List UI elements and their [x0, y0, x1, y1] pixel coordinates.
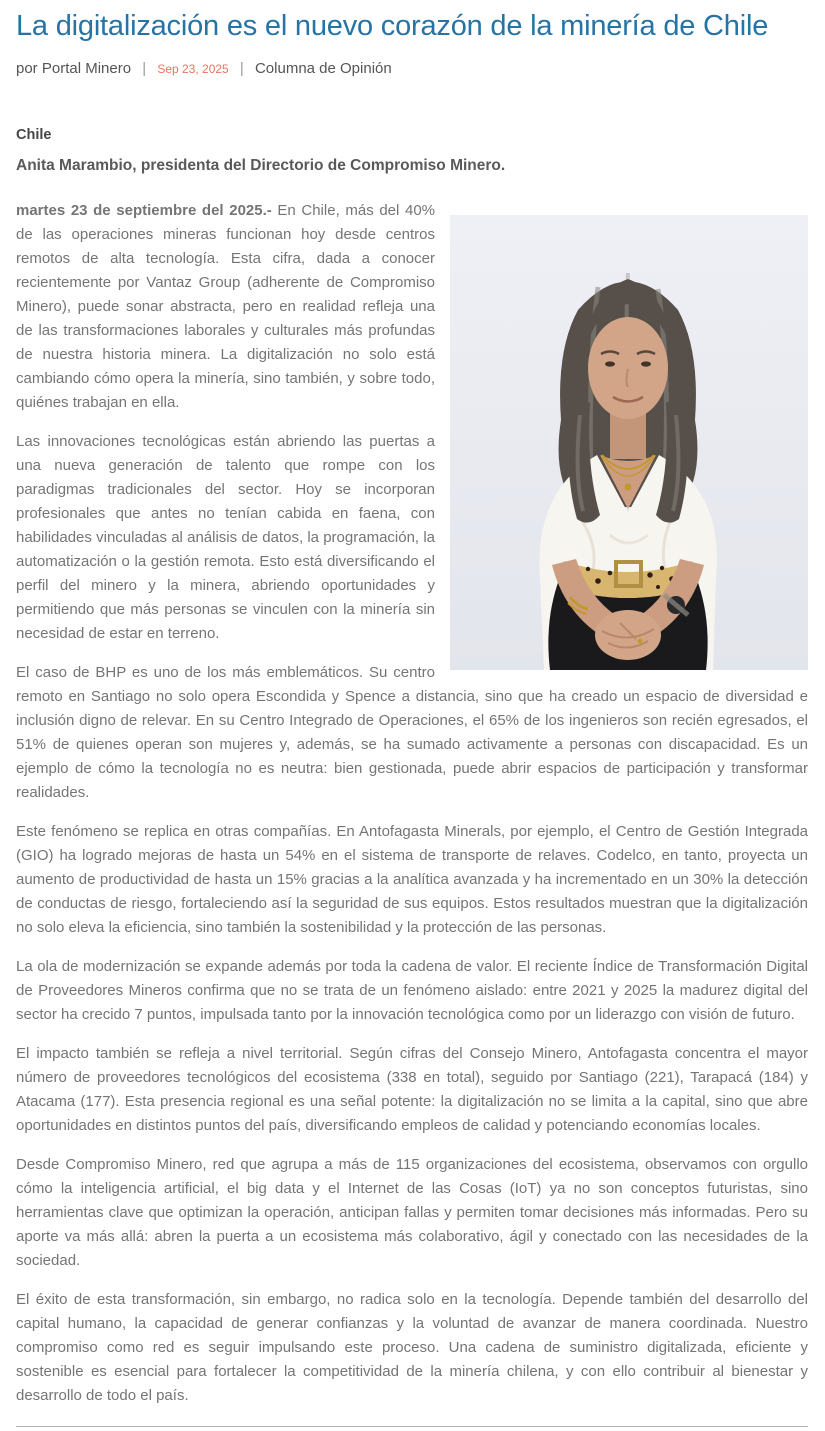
paragraph: Las innovaciones tecnológicas están abriendo las puertas a una nueva generación de talento que rompe con los paradigmas tradicionales del sector. Hoy se incorporan profesionales que antes no tenían cabida en faena, con habilidades vinculadas al análisis de datos, la programación, la automatización o la gestión remota. Esto está diversificando el perfil del minero y la minera, abriendo oportunidades y permitiendo que más personas se vinculen con la minería sin necesidad de estar en terreno. [16, 432, 435, 642]
category-link[interactable]: Columna de Opinión [254, 59, 392, 77]
author-title-line: Anita Marambio, presidenta del Directorio de Compromiso Minero. [16, 156, 506, 174]
page-title: La digitalización es el nuevo corazón de la minería de Chile [16, 10, 769, 42]
bottom-divider [16, 1426, 808, 1427]
paragraph-text: En Chile, más del 40% de las operaciones mineras funcionan hoy desde centros remotos de alta tecnología. Esta cifra, dada a conocer recientemente por Vantaz Group (adherente de Compromiso Minero), puede sonar abstracta, pero en realidad refleja una de las transformaciones laborales y culturales más profundas de nuestra historia minera. La digitalización no solo está cambiando cómo opera la minería, sino también, y sobre todo, quiénes trabajan en ella. [16, 201, 435, 411]
author-link[interactable]: Portal Minero [41, 59, 132, 77]
byline-separator: | [239, 59, 244, 77]
publish-date: Sep 23, 2025 [157, 61, 229, 76]
byline-separator: | [142, 59, 147, 77]
paragraph: La ola de modernización se expande además por toda la cadena de valor. El reciente Índice de Transformación Digital de Proveedores Mineros confirma que no se trata de un fenómeno aislado: entre 2021 y 2025 la madurez digital del sector ha crecido 7 puntos, impulsada tanto por la innovación tecnológica como por un liderazgo con visión de futuro. [16, 957, 808, 1023]
paragraph: Desde Compromiso Minero, red que agrupa a más de 115 organizaciones del ecosistema, observamos con orgullo cómo la inteligencia artificial, el big data y el Internet de las Cosas (IoT) ya no son conceptos futuristas, sino herramientas clave que optimizan la operación, anticipan fallas y permiten tomar decisiones más informadas. Pero su aporte va más allá: abren la puerta a un ecosistema más colaborativo, ágil y conectado con las necesidades de la sociedad. [16, 1155, 808, 1269]
paragraph: Este fenómeno se replica en otras compañías. En Antofagasta Minerals, por ejemplo, el Centro de Gestión Integrada (GIO) ha logrado mejoras de hasta un 54% en el sistema de transporte de relaves. Codelco, en tanto, proyecta un aumento de productividad de hasta un 15% gracias a la analítica avanzada y ha incrementado en un 30% la detección de conductas de riesgo, fortaleciendo así la seguridad de sus equipos. Estos resultados muestran que la digitalización no solo eleva la eficiencia, sino también la sostenibilidad y la protección de las personas. [16, 822, 808, 936]
location-label: Chile [16, 126, 52, 143]
byline [16, 60, 808, 77]
byline-author-prefix: por [16, 59, 38, 77]
paragraph-lead-date: martes 23 de septiembre del 2025.- [16, 201, 272, 219]
paragraph: El impacto también se refleja a nivel territorial. Según cifras del Consejo Minero, Antofagasta concentra el mayor número de proveedores tecnológicos del ecosistema (338 en total), seguido por Santiago (221), Tarapacá (184) y Atacama (177). Esta presencia regional es una señal potente: la digitalización no se limita a la capital, sino que abre oportunidades en distintos puntos del país, diversificando empleos de calidad y potenciando economías locales. [16, 1044, 808, 1134]
article-meta [16, 127, 808, 175]
portrait-photo [450, 215, 808, 670]
paragraph: El caso de BHP es uno de los más emblemáticos. Su centro remoto en Santiago no solo opera Escondida y Spence a distancia, sino que ha creado un espacio de diversidad e inclusión digno de relevar. En su Centro Integrado de Operaciones, el 65% de los ingenieros son recién egresados, el 51% de quienes operan son mujeres y, además, se ha sumado activamente a personas con discapacidad. Es un ejemplo de cómo la tecnología no es neutra: bien gestionada, puede abrir espacios de participación y transformar realidades. [16, 663, 808, 801]
article-body [16, 199, 808, 1427]
paragraph: El éxito de esta transformación, sin embargo, no radica solo en la tecnología. Depende también del desarrollo del capital humano, la capacidad de generar confianzas y la voluntad de avanzar de manera coordinada. Nuestro compromiso como red es seguir impulsando este proceso. Una cadena de suministro digitalizada, eficiente y sostenible es esencial para fortalecer la competitividad de la minería chilena, y con ello contribuir al bienestar y desarrollo de todo el país. [16, 1290, 808, 1404]
portrait-illustration [450, 215, 808, 670]
